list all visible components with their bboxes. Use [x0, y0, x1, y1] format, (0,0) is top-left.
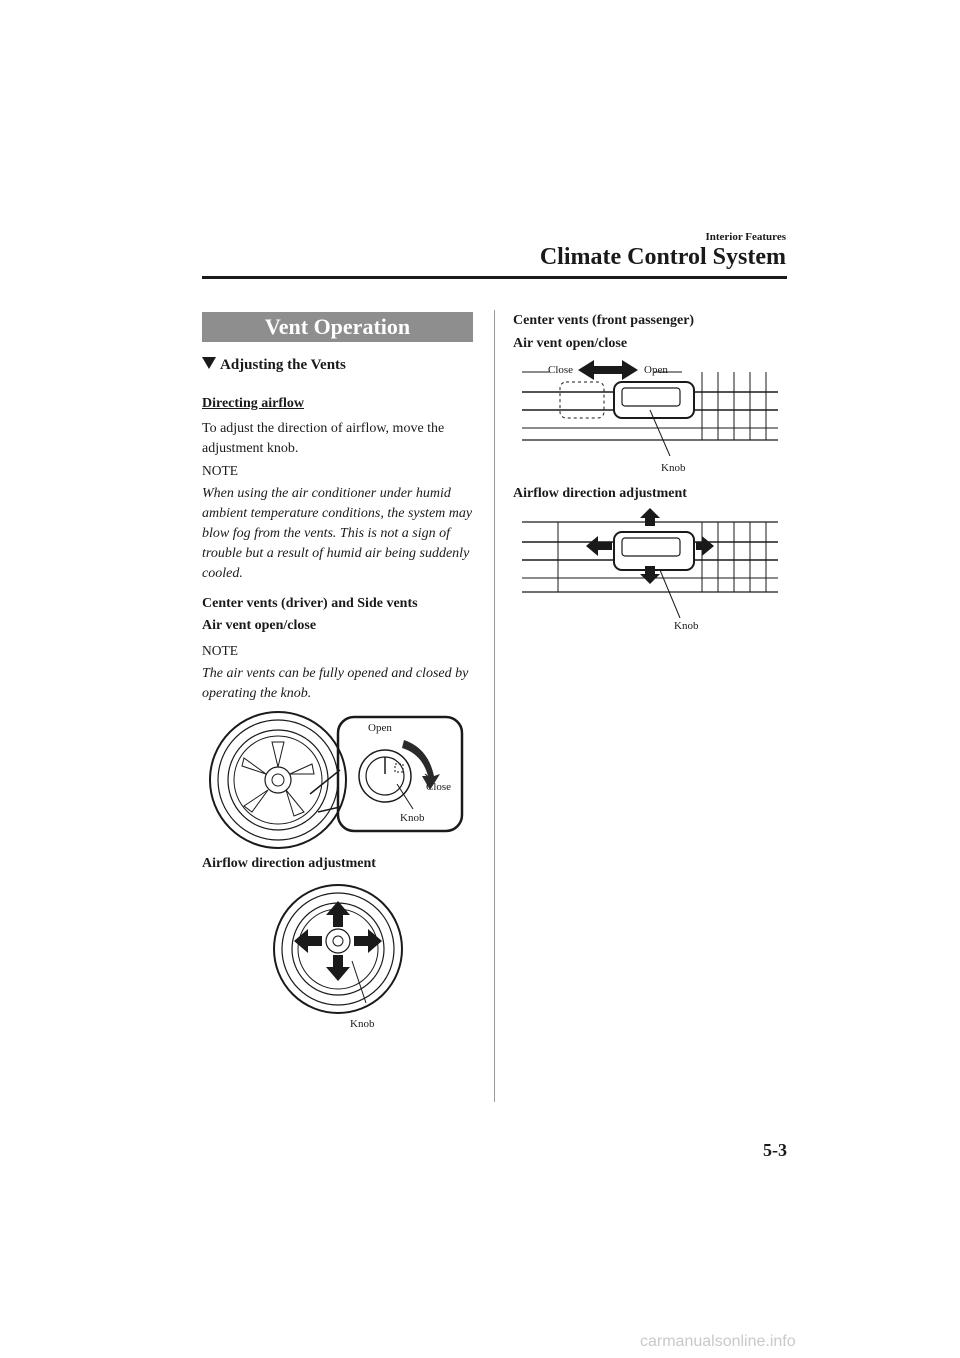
label-close: Close	[426, 781, 452, 793]
label-knob-right-2: Knob	[674, 620, 699, 632]
label-knob-right: Knob	[661, 462, 686, 474]
header-rule	[202, 276, 787, 279]
label-knob: Knob	[400, 812, 425, 824]
page-number: 5-3	[763, 1140, 787, 1160]
passenger-vents-heading: Center vents (front passenger)	[513, 313, 695, 328]
directing-airflow-heading: Directing airflow	[202, 396, 304, 411]
vent-operation-banner: Vent Operation	[202, 312, 473, 342]
airflow-direction-heading-right: Airflow direction adjustment	[513, 486, 687, 501]
subhead-adjusting: Adjusting the Vents	[202, 357, 346, 374]
section-category: Interior Features	[705, 231, 786, 243]
round-vent-airflow-illustration	[270, 885, 410, 1020]
note-heading: NOTE	[202, 463, 238, 478]
open-close-heading: Air vent open/close	[202, 618, 317, 633]
driver-vents-heading: Center vents (driver) and Side vents	[202, 596, 418, 611]
label-close-right: Close	[548, 364, 574, 376]
note-text-2: The air vents can be fully opened and closed by operating the knob.	[202, 666, 469, 701]
label-knob-2: Knob	[350, 1018, 375, 1030]
section-title: Climate Control System	[539, 244, 786, 270]
triangle-bullet-icon	[202, 357, 216, 369]
airflow-direction-heading: Airflow direction adjustment	[202, 856, 376, 871]
note-text: When using the air conditioner under humid ambient temperature conditions, the system may blow fog from the vents. This is not a sign of trouble but a result of humid air being suddenly cooled.	[202, 486, 473, 581]
open-close-heading-right: Air vent open/close	[513, 336, 628, 351]
watermark: carmanualsonline.info	[640, 1333, 796, 1350]
note-heading-2: NOTE	[202, 643, 238, 658]
rect-vent-airflow-illustration	[522, 508, 778, 620]
column-divider	[494, 310, 495, 1102]
label-open: Open	[368, 722, 392, 734]
directing-airflow-text: To adjust the direction of airflow, move the adjustment knob.	[202, 421, 445, 456]
label-open-right: Open	[644, 364, 668, 376]
